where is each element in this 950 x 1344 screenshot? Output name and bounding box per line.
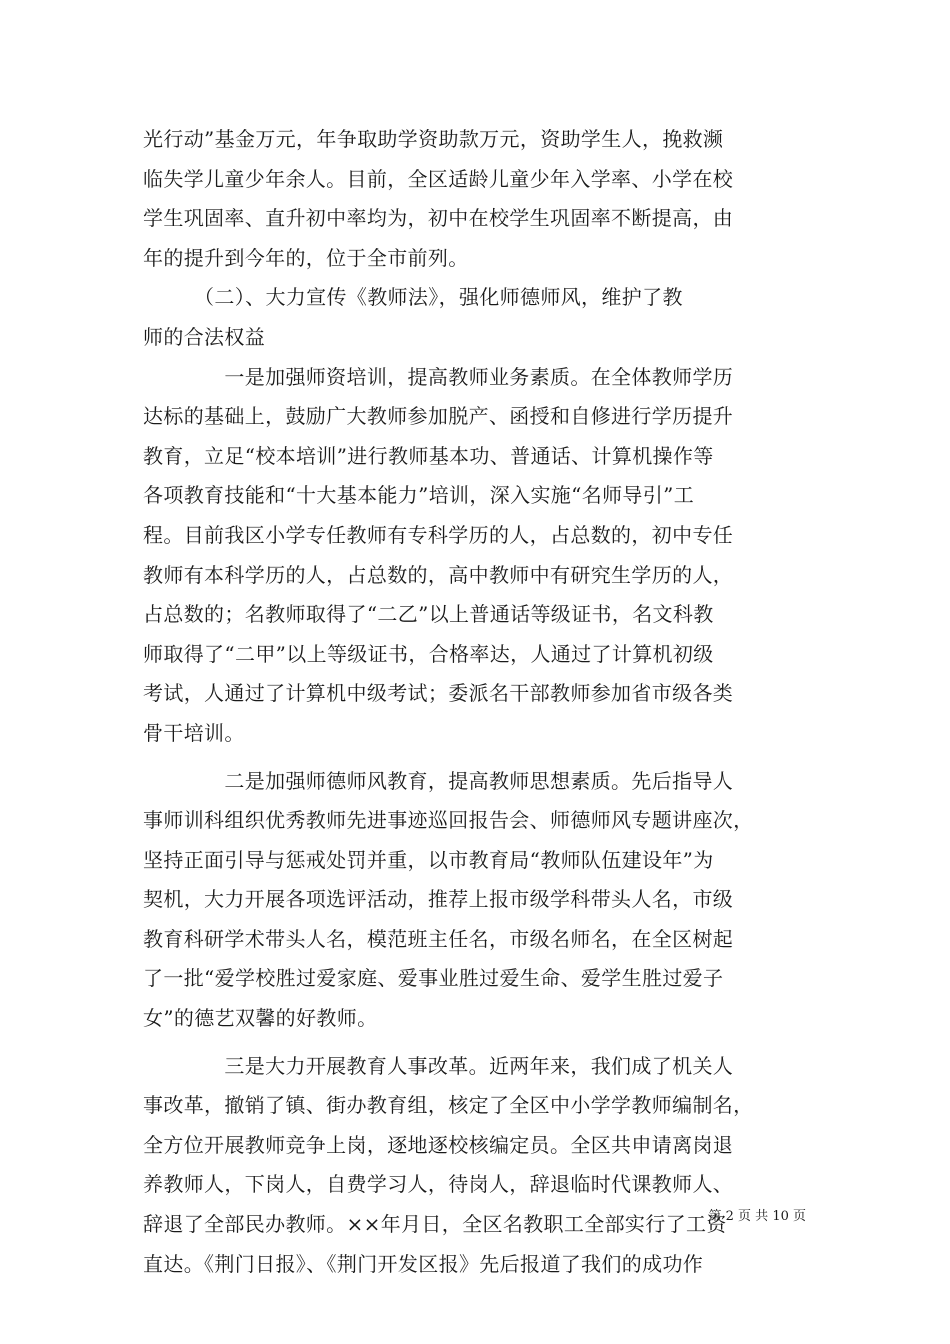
text-line: 契机，大力开展各项选评活动，推荐上报市级学科带头人名，市级 (143, 887, 734, 912)
text-line: 一是加强师资培训，提高教师业务素质。在全体教师学历 (143, 364, 734, 389)
text-line: 骨干培训。 (143, 720, 245, 745)
text-line: 坚持正面引导与惩戒处罚并重，以市教育局“教师队伍建设年”为 (143, 847, 714, 872)
text-line: 事改革，撤销了镇、街办教育组，核定了全区中小学学教师编制名， (143, 1093, 754, 1118)
page-number-footer: 第 2 页 共 10 页 (708, 1209, 806, 1224)
text-line: 师取得了“二甲”以上等级证书，合格率达，人通过了计算机初级 (143, 641, 714, 666)
text-line: 教育，立足“校本培训”进行教师基本功、普通话、计算机操作等 (143, 443, 714, 468)
text-line: 学生巩固率、直升初中率均为，初中在校学生巩固率不断提高，由 (143, 206, 734, 231)
text-line: 了一批“爱学校胜过爱家庭、爱事业胜过爱生命、爱学生胜过爱子 (143, 966, 724, 991)
text-line: 全方位开展教师竞争上岗，逐地逐校核编定员。全区共申请离岗退 (143, 1132, 734, 1157)
text-line: 教育科研学术带头人名，模范班主任名，市级名师名，在全区树起 (143, 926, 734, 951)
body-text (143, 120, 807, 1284)
text-line: 程。目前我区小学专任教师有专科学历的人，占总数的，初中专任 (143, 522, 734, 547)
section-heading-line: （二）、大力宣传《教师法》，强化师德师风，维护了教 (143, 285, 683, 310)
text-line: 临失学儿童少年余人。目前，全区适龄儿童少年入学率、小学在校 (143, 166, 734, 191)
text-line: 光行动”基金万元，年争取助学资助款万元，资助学生人，挽救濒 (143, 127, 724, 151)
text-line: 事师训科组织优秀教师先进事迹巡回报告会、师德师风专题讲座次， (143, 808, 754, 833)
text-line: 达标的基础上，鼓励广大教师参加脱产、函授和自修进行学历提升 (143, 404, 734, 429)
text-line: 年的提升到今年的，位于全市前列。 (143, 245, 469, 270)
text-line: 直达。《荆门日报》、《荆门开发区报》先后报道了我们的成功作 (143, 1251, 704, 1276)
text-line: 二是加强师德师风教育，提高教师思想素质。先后指导人 (143, 768, 734, 793)
text-line: 考试，人通过了计算机中级考试；委派名干部教师参加省市级各类 (143, 681, 734, 706)
text-line: 辞退了全部民办教师。××年月日，全区名教职工全部实行了工资 (143, 1212, 727, 1237)
text-line: 各项教育技能和“十大基本能力”培训，深入实施“名师导引”工 (143, 483, 695, 508)
text-line: 三是大力开展教育人事改革。近两年来，我们成了机关人 (143, 1053, 734, 1078)
text-line: 占总数的；名教师取得了“二乙”以上普通话等级证书，名文科教 (143, 602, 714, 627)
section-heading-line: 师的合法权益 (143, 324, 266, 349)
text-line: 女”的德艺双馨的好教师。 (143, 1006, 378, 1031)
text-line: 教师有本科学历的人，占总数的，高中教师中有研究生学历的人， (143, 562, 734, 587)
text-line: 养教师人，下岗人，自费学习人，待岗人，辞退临时代课教师人、 (143, 1172, 734, 1197)
